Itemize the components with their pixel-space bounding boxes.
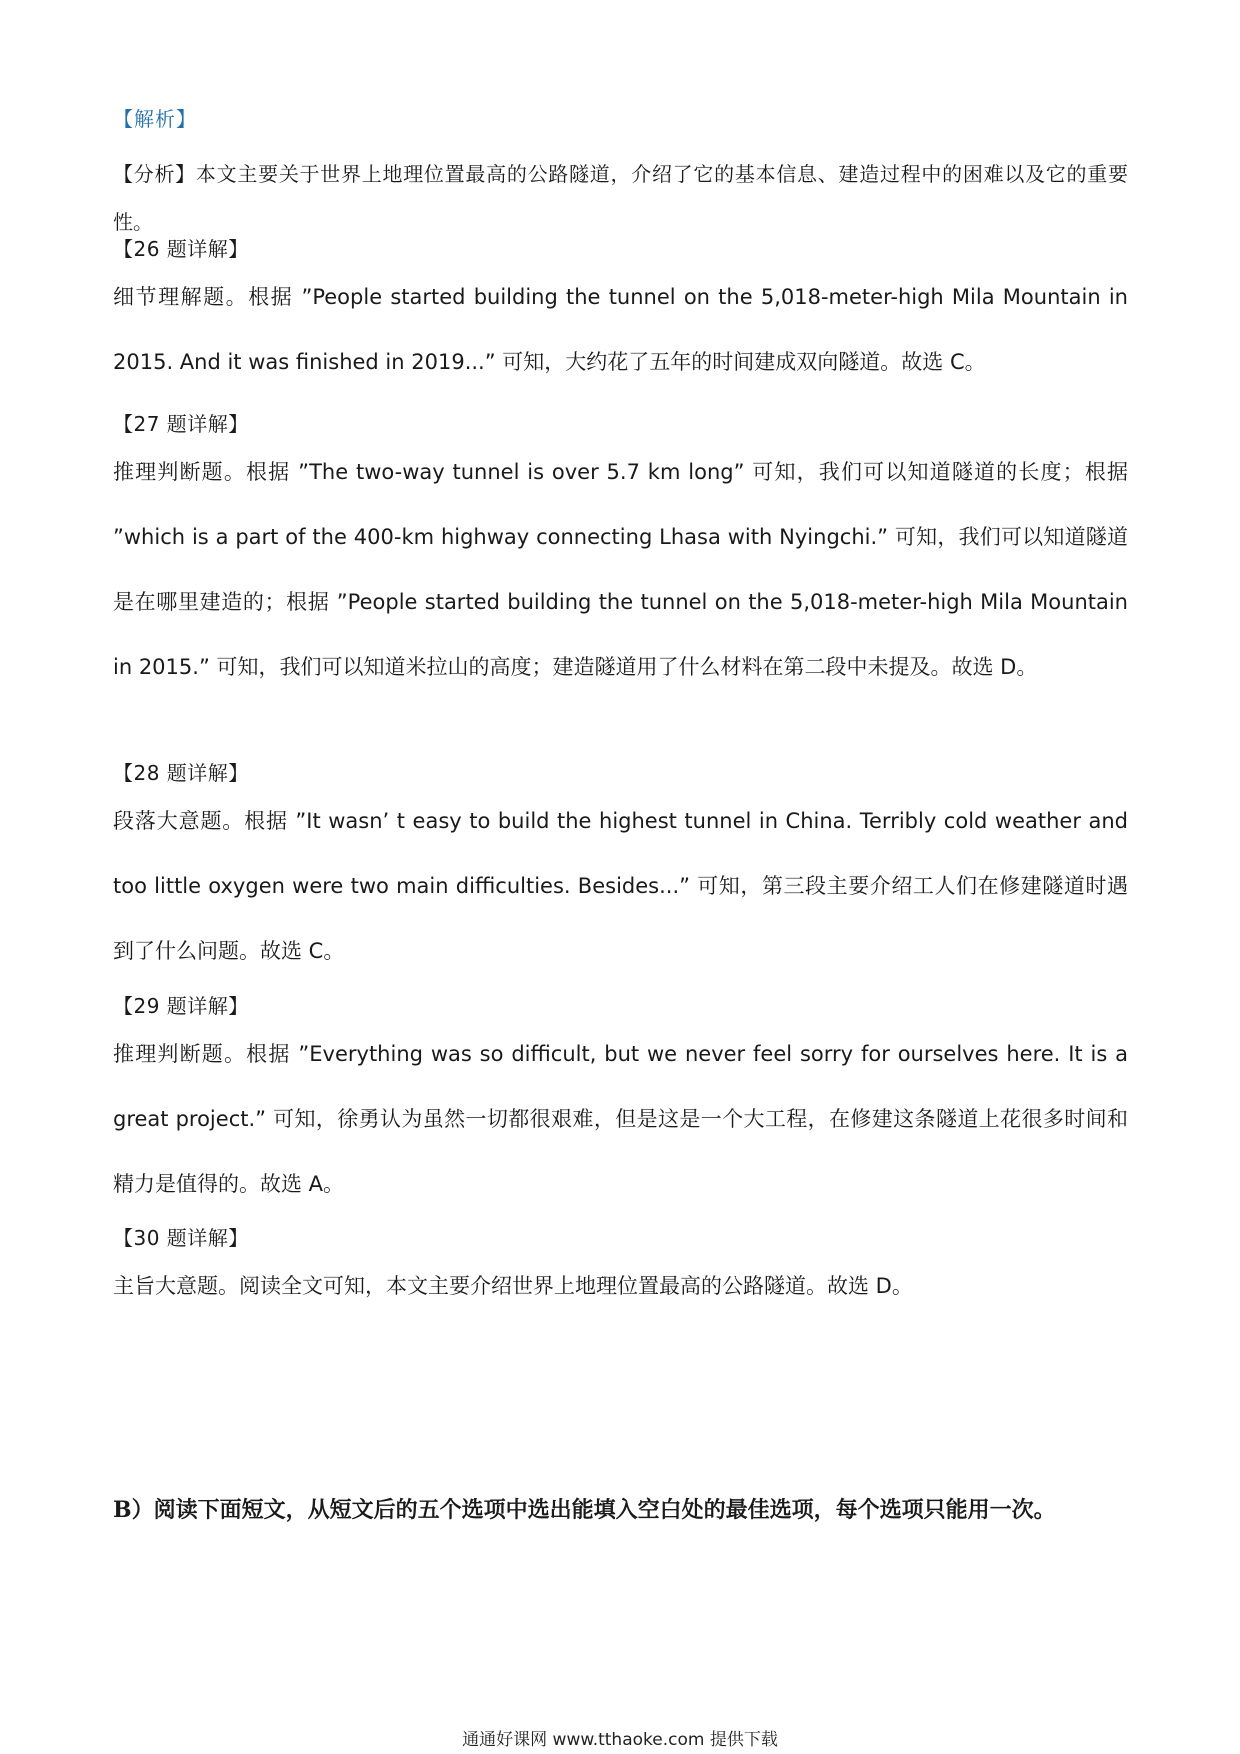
page-footer: 通通好课网 www.tthaoke.com 提供下载 bbox=[462, 1730, 778, 1750]
question-30-explanation: 主旨大意题。阅读全文可知，本文主要介绍世界上地理位置最高的公路隧道。故选 D。 bbox=[113, 1274, 913, 1298]
question-30-heading: 【30 题详解】 bbox=[113, 1226, 249, 1250]
analysis-label: 【解析】 bbox=[113, 107, 197, 131]
question-26-explanation: 细节理解题。根据 ”People started building the tunnel on the 5,018-meter-high Mila Mountain in 2015. And it was finished in 2019...” 可知，大约花了五年的时间建成双向隧道。故选 C。 bbox=[113, 285, 1128, 374]
section-b-instructions: B）阅读下面短文，从短文后的五个选项中选出能填入空白处的最佳选项，每个选项只能用一次。 bbox=[113, 1497, 1056, 1523]
question-27-explanation: 推理判断题。根据 ”The two-way tunnel is over 5.7 km long” 可知，我们可以知道隧道的长度；根据 ”which is a part of the 400-km highway connecting Lhasa with Nyingchi.” 可知，我们可以知道隧道是在哪里建造的；根据 ”People started building the tunnel on the 5,018-meter-high Mila Mountain in 2015.” 可知，我们可以知道米拉山的高度；建造隧道用了什么材料在第二段中未提及。故选 D。 bbox=[113, 460, 1128, 679]
analysis-paragraph: 【分析】本文主要关于世界上地理位置最高的公路隧道，介绍了它的基本信息、建造过程中的困难以及它的重要性。 bbox=[113, 162, 1128, 234]
question-26-heading: 【26 题详解】 bbox=[113, 237, 249, 261]
question-29-explanation: 推理判断题。根据 ”Everything was so difficult, but we never feel sorry for ourselves here. It is a great project.” 可知，徐勇认为虽然一切都很艰难，但是这是一个大工程，在修建这条隧道上花很多时间和精力是值得的。故选 A。 bbox=[113, 1042, 1128, 1196]
question-28-heading: 【28 题详解】 bbox=[113, 761, 249, 785]
question-27-heading: 【27 题详解】 bbox=[113, 412, 249, 436]
question-29-heading: 【29 题详解】 bbox=[113, 994, 249, 1018]
question-28-explanation: 段落大意题。根据 ”It wasn’ t easy to build the highest tunnel in China. Terribly cold weather and too little oxygen were two main difficulties. Besides...” 可知，第三段主要介绍工人们在修建隧道时遇到了什么问题。故选 C。 bbox=[113, 809, 1128, 963]
